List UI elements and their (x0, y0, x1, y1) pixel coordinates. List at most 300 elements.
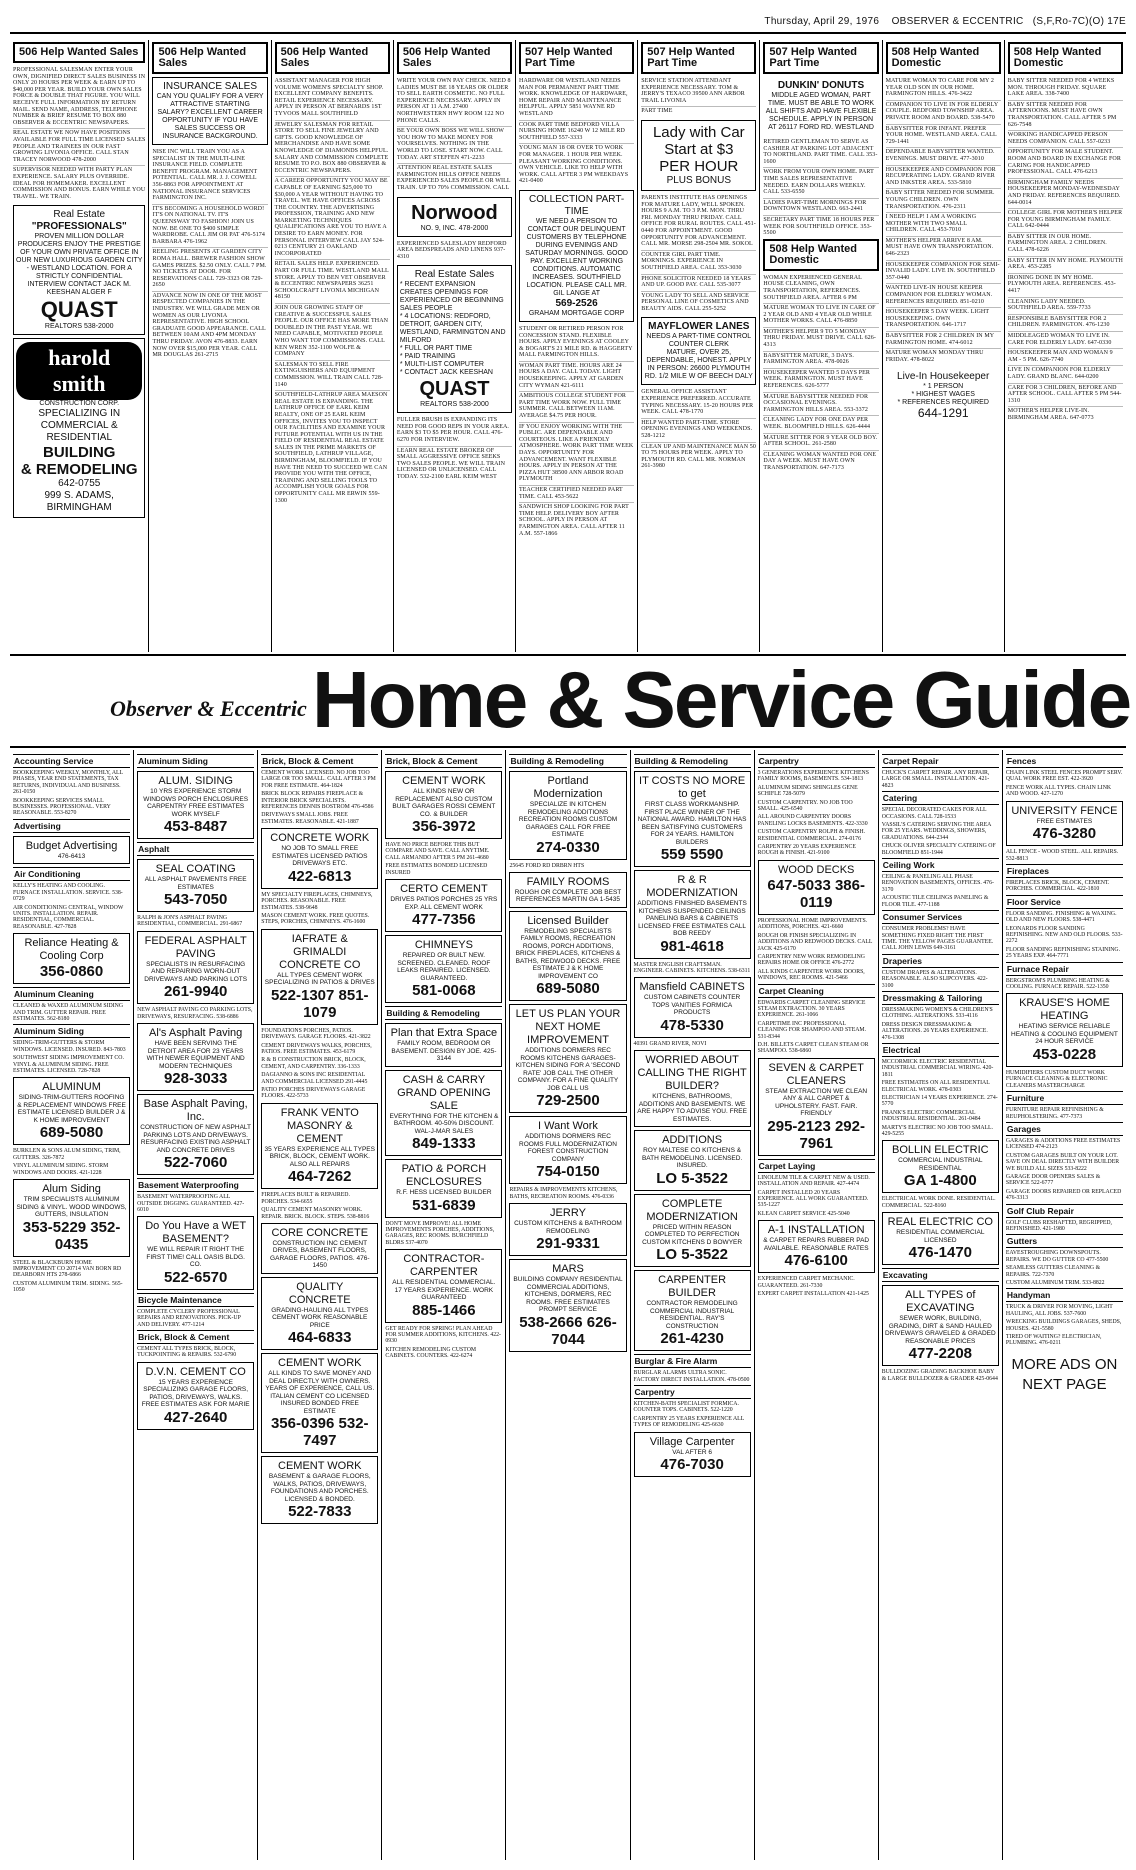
listing-item: CEILING & PANELING ALL PHASE RENOVATION BASEMENTS, OFFICES. 476-3170 (881, 874, 994, 893)
display-ad-text: RESIDENTIAL COMMERCIAL LICENSED (896, 1229, 985, 1244)
ad-item: ADVANCE NOW IN ONE OF THE MOST RESPECTED COMPANIES IN THE INDUSTRY. WE WILL GRADE MEN OR WOMEN AS OUR LIVONIA REPRESENTATIVE. HIGH SCHOOL GRADUATE GOOD APPEARANCE. CALL BETWEEN 10AM AND 4PM MONDAY THRU FRIDAY. AVON 476-8833. EARN NOW OVER $15,000 PER YEAR. CALL MR DOUGLAS 261-2715 (152, 291, 267, 361)
display-ad-phone: GA 1-4800 (903, 1172, 977, 1190)
box-title: MAYFLOWER LANES (648, 321, 750, 333)
display-ad-title: CASH & CARRY GRAND OPENING SALE (397, 1073, 491, 1112)
listing-item: ALL FENCE - WOOD STEEL. ALL REPAIRS. 532-8813 (1005, 849, 1119, 862)
section-heading: Dressmaking & Tailoring (882, 991, 999, 1005)
listing-item: CLEANED & WAXED ALUMINUM SIDING AND TRIM. GUTTER REPAIR. FREE ESTIMATES. 562-8180 (13, 1003, 124, 1022)
display-ad-phone: LO 5-3522 (656, 1246, 728, 1264)
section-heading: Fireplaces (1006, 864, 1123, 878)
ad-item: RETAIL SALES HELP. EXPERIENCED. PART OR FULL TIME. WESTLAND MALL STORE. APPLY TO BEN VET OBSERVER & ECCENTRIC NEWSPAPERS 36251 SCHOOLCRAFT LIVONIA MICHIGAN 48150 (275, 259, 390, 303)
box-title: Real Estate (53, 209, 106, 221)
display-ad-phone: 522-7833 (288, 1503, 352, 1521)
display-ad-title: CONCRETE WORK (270, 832, 370, 845)
section-heading: Electrical (882, 1043, 999, 1057)
ad-item: LADIES PART-TIME MORNINGS FOR DOWNTOWN WESTLAND. 663-2441 (763, 198, 878, 215)
listing-item: CUSTOM ALUMINUM TRIM. SIDING. 565-1050 (13, 1280, 123, 1294)
listing-item: MARTY'S ELECTRIC NO JOB TOO SMALL. 429-5255 (881, 1124, 994, 1138)
column-heading: 506 Help Wanted Sales (13, 42, 145, 63)
display-ad-text: SPECIALIZE IN KITCHEN REMODELING ADDITIONS RECREATION ROOMS CUSTOM GARAGES CALL FOR FREE ESTIMATE (518, 801, 618, 838)
listing-item: AIR CONDITIONING CENTRAL, WINDOW UNITS. INSTALLATION. REPAIR. RESIDENTIAL, COMMERCIAL. REASONABLE. 427-7828 (13, 904, 124, 930)
display-ad-title: Budget Advertising (25, 839, 118, 852)
display-ad (634, 1432, 751, 1478)
listing-item: BURGLAR ALARMS ULTRA SONIC. FACTORY DIRECT INSTALLATION. 478-0500 (633, 1370, 750, 1383)
ad-item: COMPANION TO LIVE IN FOR ELDERLY COUPLE. REDFORD TOWNSHIP AREA. PRIVATE ROOM AND BOARD. 538-5470 (886, 100, 1001, 124)
ad-list (763, 274, 878, 474)
ad-list (397, 77, 512, 194)
display-ad-text: SIDING-TRIM-GUTTERS ROOFING & REPLACEMENT WINDOWS FREE ESTIMATE LICENSED BUILDER J & K HOME IMPROVEMENT (17, 1094, 126, 1124)
box-text: PROVEN MILLION DOLLAR PRODUCERS ENJOY THE PRESTIGE OF YOUR OWN PRIVATE OFFICE IN OUR NEW LUXURIOUS GARDEN CITY - WESTLAND LOCATION. FOR A STRICTLY CONFIDENTIAL INTERVIEW CONTACT JACK M. KEESHAN ALGER F (16, 233, 143, 297)
display-ad-title: R & R MODERNIZATION (646, 874, 738, 899)
section-heading: Accounting Service (13, 754, 130, 768)
ad-item: SOUTHFIELD-LATHRUP AREA MAESON REAL ESTATE IS EXPANDING. THE LATHRUP OFFICE OF EARL KEIM REALTY, ONE OF 25 EARL KEIM OFFICES, INVITES YOU TO INSPECT OUR FACILITIES AND EXAMINE YOUR FUTURE POTENTIAL WITH US IN THE FIELD OF RESIDENTIAL REAL ESTATE SALES IN THE PRIME MARKETS OF SOUTHFIELD, LATHRUP VILLAGE, BIRMINGHAM, BLOOMFIELD. IF YOU HAVE THE NEED TO SUCCEED WE CAN PROVIDE YOU WITH THE OFFICE, TRAINING AND SELLING TOOLS TO ACCOMPLISH YOUR GOALS FOR OPPORTUNITY CALL MR ERWIN 559-1300 (275, 390, 390, 506)
listing-item: SEAMLESS GUTTERS CLEANING & REPAIRS. 722-7370 (1005, 1265, 1101, 1278)
listing-item: EAVESTROUGHING DOWNSPOUTS. REPAIRS. WE DO GUTTER CO 477-5500 (1005, 1250, 1109, 1263)
section-heading: Furnace Repair (1006, 962, 1123, 976)
ad-list (641, 388, 756, 472)
ad-item: IF YOU ENJOY WORKING WITH THE PUBLIC. ARE DEPENDABLE AND COURTEOUS. LIKE A FRIENDLY ATMOSPHERE. WORK PART TIME WEEK DAYS. OPPORTUNITY FOR ADVANCEMENT. WANT FLEXIBLE HOURS. APPLY IN PERSON AT THE PIZZA HUT 38500 ANN ARBOR ROAD PLYMOUTH (519, 422, 634, 485)
column-heading: 506 Help Wanted Sales (275, 42, 390, 74)
display-ad-phone: 928-3033 (163, 1070, 228, 1088)
box-line: PER HOUR (659, 157, 739, 175)
guide-col-7 (755, 750, 879, 1860)
norwood-box-ad (397, 197, 512, 237)
listing-item: 25645 FORD RD DRBRN HTS (509, 862, 585, 869)
box-phone: 569-2526 (555, 297, 598, 309)
housekeeper-box-ad (886, 368, 1001, 422)
ad-item: STUDENT OR RETIRED PERSON FOR CONCESSION STAND. FLEXIBLE HOURS. APPLY EVENINGS AT COOLEY & BOGART'S 21 MILE RD. & HAGGERTY MALL FARMINGTON HILLS. (519, 325, 633, 359)
section-heading: Bicycle Maintenance (137, 1293, 254, 1307)
section-heading: Building & Remodeling (634, 754, 751, 768)
ad-item: IRONING DONE IN MY HOME. PLYMOUTH AREA. REFERENCES. 453-4417 (1008, 273, 1123, 297)
ad-item: AMBITIOUS COLLEGE STUDENT FOR PART TIME WORK NOW. FULL TIME SUMMER. CALL BETWEEN 11AM. AVERAGE $4.75 PER HOUR. (519, 391, 634, 421)
display-ad-text: R.F. HESS LICENSED BUILDER (396, 1189, 492, 1197)
display-ad-phone: 464-6833 (288, 1329, 352, 1347)
listing-item: CARPETIME INC PROFESSIONAL CLEANING FOR SHAMPOO AND STEAM. 531-8344 (757, 1020, 867, 1040)
quast-box-ad (397, 265, 512, 413)
display-ad-text: & CARPET REPAIRS RUBBER PAD AVAILABLE. REASONABLE RATES (763, 1237, 870, 1252)
listing-item: BULLDOZING GRADING BACKHOE BABY & LARGE BULLDOZER & GRADER 425-0644 (881, 1369, 998, 1382)
display-ad-text: TRIM SPECIALISTS ALUMINUM SIDING & VINYL. WOOD WINDOWS, GUTTERS, INSULATION (16, 1196, 127, 1219)
section-heading: Consumer Services (882, 910, 999, 924)
listing-item: CUSTOM CARPENTRY. NO JOB TOO SMALL. 425-6540 (757, 799, 853, 813)
ad-item: MIDDLEAGED WOMAN TO LIVE IN. CARE FOR ELDERLY LADY. 647-0330 (1008, 331, 1123, 348)
guide-col-6 (631, 750, 755, 1860)
display-ad (634, 870, 751, 959)
display-ad-title: Licensed Builder (527, 914, 609, 927)
display-ad-title: IT COSTS NO MORE to get (639, 775, 746, 800)
box-footer: GRAHAM MORTGAGE CORP (528, 309, 625, 317)
box-address: 999 S. ADAMS, BIRMINGHAM (44, 490, 114, 514)
ad-item: YOUNG LADY TO SELL AND SERVICE PERSONAL LINE OF COSMETICS AND BEAUTY AIDS. CALL 255-5252 (641, 291, 756, 315)
display-ad (634, 977, 751, 1038)
listing-item: LINOLEUM TILE & CARPET NEW & USED. INSTALLATION AND REPAIR. 427-4474 (757, 1174, 870, 1188)
guide-col-2 (134, 750, 258, 1860)
display-ad-title: I Want Work (538, 1120, 598, 1133)
display-ad-title: FRANK VENTO MASONRY & CEMENT (280, 1106, 359, 1145)
display-ad (261, 1223, 378, 1274)
listing-item: EDWARDS CARPET CLEANING SERVICE STEAM EXTRACTION. 30 YEARS EXPERIENCE. 261-1066 (757, 999, 866, 1019)
display-ad-text: STEAM EXTRACTION WE CLEAN ANY & ALL CARPET & UPHOLSTERY. FAST. FAIR. FRIENDLY (765, 1087, 868, 1118)
listing-item: CEMENT DRIVEWAYS WALKS, PORCHES, PATIOS. FREE ESTIMATES. 453-6179 (261, 1042, 372, 1055)
listing-item: NEW ASPHALT PAVING CO PARKING LOTS, DRIVEWAYS, RESURFACING. 538-6886 (137, 1007, 253, 1020)
display-ad-phone: 885-1466 (412, 1301, 476, 1319)
real-estate-box-ad (13, 205, 145, 335)
display-ad (509, 872, 626, 908)
display-ad (882, 1285, 999, 1366)
display-ad (509, 1004, 626, 1113)
display-ad (137, 1216, 254, 1290)
ad-item: PROFESSIONAL SALESMAN ENTER YOUR OWN, DIGNIFIED DIRECT SALES BUSINESS IN ONLY 20 HOURS PER WEEK & EARN UP TO $40,000 PER YEAR. BUILD YOUR OWN SALES FORCE & DOUBLE THAT FIGURE. YOU WILL RECEIVE FULL INFORMATION BY RETURN MAIL. SEND NAME, ADDRESS, TELEPHONE NUMBER & BRIEF RESUME TO BOX 880 OBSERVER & ECCENTRIC NEWSPAPERS. (13, 67, 146, 126)
ad-item: DEPENDABLE BABYSITTER WANTED. EVENINGS. MUST DRIVE. 477-3010 (886, 147, 1001, 164)
display-ad (261, 1103, 378, 1190)
paper-name: Observer & Eccentric (110, 696, 307, 721)
column-heading: 507 Help Wanted Part Time (519, 42, 634, 74)
display-ad-text: BUILDING COMPANY RESIDENTIAL COMMERCIAL ADDITIONS, KITCHENS, DORMERS, REC ROOMS. FREE ESTIMATES PROMPT SERVICE (513, 1276, 623, 1314)
display-ad-phone: 478-5330 (660, 1016, 724, 1034)
ad-item: BABYSITTER FOR 2 CHILDREN IN MY FARMINGTON HOME. 474-6012 (886, 331, 1001, 348)
display-ad-phone: 476-6100 (784, 1252, 848, 1270)
listing-item: CHUCK'S CARPET REPAIR. ANY REPAIR, LARGE OR SMALL. INSTALLATION. 421-4823 (881, 770, 990, 789)
box-title: Real Estate Sales (414, 269, 495, 281)
display-ad-title: CONTRACTOR-CARPENTER (403, 1253, 485, 1279)
ad-item: BABY SITTER IN MY HOME. PLYMOUTH AREA. 453-2285 (1008, 256, 1123, 273)
collection-box-ad (519, 190, 634, 322)
section-heading: Burglar & Fire Alarm (634, 1354, 751, 1368)
display-ad-text: WE WILL REPAIR IT RIGHT THE FIRST TIME! CALL OASIS BLDG. CO. (146, 1246, 245, 1269)
listing-item: WRECKING BUILDINGS GARAGES, SHEDS, HOUSES. 421-5580 (1005, 1319, 1122, 1332)
ad-list (763, 138, 878, 239)
listing-item: MASTER ENGLISH CRAFTSMAN. ENGINEER. CABINETS. KITCHENS. 538-6311 (633, 961, 751, 974)
display-ad-text: KITCHENS, BATHROOMS, ADDITIONS AND BASEMENTS. WE ARE HAPPY TO ADVISE YOU. FREE ESTIMATES. (637, 1093, 747, 1123)
box-line: * REFERENCES REQUIRED (897, 399, 989, 407)
display-ad-phone: 476-1470 (908, 1244, 973, 1262)
display-ad (137, 1362, 254, 1430)
listing-item: ELECTRICAL WORK DONE. RESIDENTIAL. COMMERCIAL. 522-8160 (881, 1196, 996, 1209)
box-line: NO. 9, INC. 478-2000 (420, 224, 489, 232)
column-heading: 508 Help Wanted Domestic (763, 239, 878, 271)
listing-item: ELECTRICIAN 14 YEARS EXPERIENCE. 274-5770 (881, 1095, 998, 1108)
ad-item: HOUSEKEEPER WANTED 5 DAYS PER WEEK. FARMINGTON. MUST HAVE REFERENCES. 626-5777 (763, 368, 878, 392)
display-ad-title: WORRIED ABOUT CALLING THE RIGHT BUILDER? (637, 1054, 747, 1093)
listing-item: BOOKKEEPING SERVICES SMALL BUSINESSES. PROFESSIONAL. VERY REASONABLE. 553-8270 (13, 797, 111, 817)
listing-item: SOUTHWEST SIDING IMPROVEMENT CO. VINYL & ALUMINUM SIDING. FREE ESTIMATES. LICENSED. 728-7828 (13, 1055, 124, 1075)
display-ad-title: BOLLIN ELECTRIC (892, 1144, 989, 1157)
ad-item: BABY SITTER NEEDED FOR 4 WEEKS MON. THROUGH FRIDAY. SQUARE LAKE AREA. 338-7400 (1007, 78, 1115, 98)
ad-item: BIRMINGHAM FAMILY NEEDS HOUSEKEEPER MONDAY-WEDNESDAY AND FRIDAY. REFERENCES REQUIRED. 644-0014 (1008, 178, 1123, 208)
ad-item: BABY SITTER NEEDED FOR AFTERNOONS. MUST HAVE OWN TRANSPORTATION. CALL AFTER 5 PM 626-7548 (1008, 100, 1123, 130)
ad-item: EXPERIENCED SALESLADY REDFORD AREA BEDSPREADS AND LINENS 937-4310 (396, 240, 507, 260)
display-ad-text: BASEMENT & GARAGE FLOORS, WALKS, PATIOS, DRIVEWAYS, FOUNDATIONS AND PORCHES. LICENSED & BONDED. (268, 1473, 371, 1503)
column-heading: 506 Help Wanted Sales (152, 42, 267, 74)
display-ad (509, 1116, 626, 1184)
ad-item: NISE INC WILL TRAIN YOU AS A SPECIALIST IN THE MULTI-LINE INSURANCE FIELD. COMPLETE BENEFIT PROGRAM. MANAGEMENT POTENTIAL. CALL MR. J. J. COWELL 356-8863 FOR APPOINTMENT AT NATIONAL INSURANCE SERVICES FARMINGTON INC. (152, 149, 258, 202)
box-line: SPECIALIZING IN (38, 408, 121, 420)
listing-item: CARPENTRY NEW WORK REMODELING REPAIRS HOME OR OFFICE 476-2772 (757, 953, 865, 967)
listing-item: GARAGE DOORS REPAIRED OR REPLACED 476-3313 (1005, 1188, 1122, 1202)
display-ad (385, 1249, 502, 1323)
display-ad-text: CUSTOM CABINETS COUNTER TOPS VANITIES FORMICA PRODUCTS (643, 994, 741, 1017)
listing-item: DRIVEWAYS SMALL JOBS. FREE ESTIMATES. REASONABLE. 421-1887 (261, 812, 359, 825)
ad-item: WOMAN PART TIME. HOURS ARE 24 HOURS A DAY. CALL TODAY. LIGHT HOUSEKEEPING. APPLY AT GARDEN CITY WYMAN 421-6111 (519, 361, 634, 391)
ad-item: PART TIME (641, 106, 756, 117)
box-brand: QUAST (40, 297, 118, 323)
listing-item: DAGIANNO & SONS INC RESIDENTIAL AND COMMERCIAL LICENSED 291-4445 (261, 1072, 368, 1085)
listing-item: GOLF CLUBS RESHAFTED, REGRIPPED, REFINISHED. 421-1980 (1005, 1219, 1113, 1232)
display-ad-title: Village Carpenter (649, 1435, 735, 1448)
ad-list (152, 148, 267, 361)
listing-item: VINYL ALUMINUM SIDING. STORM WINDOWS AND DOORS. 421-1228 (13, 1163, 109, 1176)
display-ad-text: CUSTOM KITCHENS & BATHROOM REMODELING (514, 1220, 622, 1235)
box-text: MATURE, OVER 25, DEPENDABLE, HONEST. APPLY IN PERSON: 26600 PLYMOUTH RD. 1/2 MILE W OF BEECH DALY (644, 349, 753, 381)
box-title: INSURANCE SALES (163, 81, 258, 92)
header-rule (10, 32, 1126, 34)
listing-item: KELLY'S HEATING AND COOLING. FURNACE INSTALLATION. SERVICE. 538-0729 (13, 883, 123, 903)
ad-list (275, 77, 390, 506)
harold-smith-logo: harold smith (16, 342, 142, 400)
display-ad-phone: 464-7262 (288, 1168, 352, 1186)
listing-item: RALPH & JON'S ASPHALT PAVING RESIDENTIAL, COMMERCIAL. 291-6867 (137, 915, 243, 928)
listing-item: FREE ESTIMATES BONDED LICENSED INSURED (385, 863, 488, 876)
guide-col-8 (879, 750, 1003, 1860)
display-ad-phone: 522-7060 (163, 1154, 228, 1172)
section-heading: Aluminum Cleaning (13, 987, 130, 1001)
display-ad (137, 1023, 254, 1091)
display-ad-title: CHIMNEYS (414, 939, 473, 952)
box-title: DUNKIN' DONUTS (777, 80, 865, 91)
display-ad (13, 933, 130, 984)
listing-item: BRICK BLOCK REPAIRS FIREPLACE & INTERIOR BRICK SPECIALISTS. REFERENCES DENNIS BOSTROM 476-4586 (261, 791, 374, 811)
column-heading: 508 Help Wanted Domestic (1008, 42, 1123, 74)
ad-item: WORKING HANDICAPPED PERSON NEEDS COMPANION. CALL 557-0233 (1008, 130, 1123, 147)
listing-item: FLOOR SANDING. FINISHING & WAXING. OLD AND NEW FLOORS. 538-4471 (1005, 910, 1117, 924)
display-ad (13, 836, 130, 865)
ad-item: BABY SITTER NEEDED FOR SUMMER. YOUNG CHILDREN. OWN TRANSPORTATION. 476-2311 (886, 188, 1001, 212)
display-ad (509, 911, 626, 1002)
ad-item: CARE FOR 3 CHILDREN, BEFORE AND AFTER SCHOOL. CALL AFTER 5 PM 544-1310 (1008, 383, 1123, 407)
listing-item: FRANK'S ELECTRIC COMMERCIAL INDUSTRIAL RESIDENTIAL. 261-0484 (881, 1109, 981, 1123)
header-paper: OBSERVER & ECCENTRIC (891, 16, 1024, 27)
ad-item: PHONE SOLICITOR NEEDED 18 YEARS AND UP. GOOD PAY. CALL 535-3077 (641, 274, 756, 291)
display-ad-title: COMPLETE MODERNIZATION (646, 1197, 738, 1223)
display-ad-phone: 274-0330 (536, 838, 600, 856)
classified-col-5 (516, 40, 638, 652)
display-ad (385, 879, 502, 932)
header-meta (764, 16, 1126, 27)
display-ad-phone: 522-6570 (163, 1268, 228, 1286)
display-ad-text: REMODELING SPECIALISTS FAMILY ROOMS, RECREATION ROOMS, PORCH ADDITIONS, BRICK FIREPLACES, KITCHENS & BATHS, REDWOOD DECKS. FREE ESTIMATE J & K HOME IMPROVEMENT CO (515, 927, 621, 980)
display-ad-phone: 453-0228 (1032, 1045, 1097, 1063)
section-heading: Advertising (13, 819, 130, 833)
section-heading: Handyman (1006, 1288, 1123, 1302)
display-ad-phone: 689-5080 (39, 1124, 104, 1142)
box-line: * MULTI-LIST COMPUTER (399, 361, 484, 369)
display-ad (509, 1259, 626, 1352)
listing-item: PROFESSIONAL HOME IMPROVEMENTS. ADDITIONS, PORCHES. 421-6660 (757, 917, 868, 931)
display-ad-text: 35 YEARS EXPERIENCE ALL TYPES BRICK, BLOCK, CEMENT WORK. ALSO ALL REPAIRS (264, 1145, 375, 1168)
section-heading: Gutters (1006, 1234, 1123, 1248)
box-line: Lady with Car (652, 123, 745, 141)
ad-item: WRITE YOUR OWN PAY CHECK. NEED 8 LADIES MUST BE 18 YEARS OR OLDER TO SELL EARTH COSMETIC. NO FULL EXPERIENCE NECESSARY. APPLY IN PERSON AT 11 A.M. 27400 NORTHWESTERN HWY ROOM 122 NO PHONE CALLS. (396, 78, 511, 124)
box-subtitle: "PROFESSIONALS" (31, 221, 127, 233)
mayflower-box-ad (641, 317, 756, 385)
display-ad (261, 828, 378, 889)
display-ad-phone: 476-3280 (1032, 825, 1097, 843)
display-ad-title: KRAUSE'S HOME HEATING (1019, 997, 1110, 1023)
display-ad-text: CONTRACTOR REMODELING COMMERCIAL INDUSTRIAL RESIDENTIAL. RAY'S CONSTRUCTION (646, 1300, 738, 1330)
display-ad-phone: 538-2666 626-7044 (519, 1313, 617, 1348)
listing-item: QUALITY CEMENT MASONRY WORK. REPAIR. BRICK. BLOCK. STEPS. 538-8816 (261, 1207, 370, 1220)
listing-item: KLEAN CARPET SERVICE 425-5040 (757, 1210, 850, 1217)
display-ad (385, 1023, 502, 1067)
display-ad-title: CORE CONCRETE (271, 1226, 369, 1239)
display-ad-text: VAL AFTER 6 (672, 1448, 712, 1456)
box-footer: REALTORS 538-2000 (44, 323, 114, 331)
display-ad-phone: 295-2123 292-7961 (767, 1117, 865, 1152)
display-ad (882, 1140, 999, 1193)
section-heading: Air Conditioning (13, 867, 130, 881)
column-heading: 506 Help Wanted Sales (397, 42, 512, 74)
harold-smith-box-ad (13, 338, 145, 518)
listing-item: GET READY FOR SPRING! PLAN AHEAD FOR SUMMER ADDITIONS, KITCHENS. 422-0930 (385, 1325, 501, 1345)
display-ad-title: SEVEN & CARPET CLEANERS (768, 1061, 864, 1087)
classified-col-7 (760, 40, 882, 652)
section-heading: Furniture (1006, 1091, 1123, 1105)
listing-item: EXPERIENCED CARPET MECHANIC. GUARANTEED. 261-7330 (757, 1276, 855, 1289)
listing-item: DRESS DESIGN DRESSMAKING & ALTERATIONS. 26 YEARS EXPERIENCE. 476-1308 (881, 1021, 988, 1041)
ad-item: SUPERVISOR NEEDED WITH PARTY PLAN EXPERIENCE. SALARY PLUS OVERRIDE. IDEAL FOR HOMEMAKER. EXCELLENT COMMISSION AND BONUS. EARN WHILE YOU TRAVEL. WE TRAIN. (13, 165, 145, 202)
display-ad-title: Al's Asphalt Paving (149, 1027, 243, 1040)
ad-item: MATURE WOMAN MONDAY THRU FRIDAY. 478-8022 (886, 348, 1001, 365)
box-footer: REALTORS 538-2000 (420, 401, 489, 409)
listing-item: ALL AROUND CARPENTRY DOORS PANELING LOCKS BASEMENTS. 422-3330 (757, 814, 868, 827)
ad-list (641, 77, 756, 117)
box-line: & REMODELING (20, 461, 138, 479)
display-ad-phone: 581-0068 (412, 982, 476, 1000)
column-heading: 508 Help Wanted Domestic (886, 42, 1001, 74)
box-brand: Norwood (411, 201, 498, 224)
ad-item: WANTED LIVE-IN HOUSE KEEPER COMPANION FOR ELDERLY WOMAN. REFERENCES REQUIRED. 851-0210 (886, 283, 1001, 307)
display-ad-title: CARPENTER BUILDER (658, 1274, 727, 1300)
display-ad (137, 771, 254, 839)
display-ad-text: REPAIRED OR BUILT NEW. SCREENED. CLEANED. ROOF LEAKS REPAIRED. LICENSED. GUARANTEED. (397, 952, 491, 982)
display-ad-title: Plan that Extra Space (390, 1027, 498, 1040)
display-ad-text: CONSTRUCTION OF NEW ASPHALT PARKING LOTS AND DRIVEWAYS. RESURFACING EXISTING ASPHALT AND CONCRETE DRIVES (140, 1124, 252, 1154)
display-ad-phone: 261-4230 (660, 1330, 724, 1348)
display-ad-title: IAFRATE & GRIMALDI CONCRETE CO (279, 932, 361, 971)
box-title: COLLECTION PART-TIME (529, 193, 625, 217)
display-ad-text: ROUGH OR COMPLETE JOB BEST REFERENCES MARTIN GA 1-5435 (514, 888, 622, 904)
listing-item: TRUCK & DRIVER FOR MOVING, LIGHT HAULING, ALL JOBS. 537-7600 (1005, 1304, 1113, 1317)
listing-item: FREE ESTIMATES ON ALL RESIDENTIAL ELECTRICAL WORK. 478-0303 (881, 1080, 990, 1093)
section-heading: Excavating (882, 1268, 999, 1282)
box-brand: QUAST (419, 378, 490, 401)
listing-item: VASSIL'S CATERING SERVING THE AREA FOR 25 YEARS. WEDDINGS, SHOWERS, GRADUATIONS. 644-2344 (881, 822, 991, 841)
display-ad (261, 1353, 378, 1453)
display-ad-phone: 353-5229 352-0435 (22, 1218, 121, 1253)
ad-item: REAL ESTATE WE NOW HAVE POSITIONS AVAILABLE FOR FULL TIME LICENSED SALES PEOPLE AND TRAINEES IN OUR FAST GROWING LIVONIA OFFICE. CALL STAN TRACEY NORWOOD 478-2000 (13, 128, 145, 165)
ad-list (519, 325, 634, 539)
listing-item: KITCHEN REMODELING CUSTOM CABINETS. COUNTERS. 422-6274 (385, 1346, 477, 1360)
display-ad-text: ADDITIONS DORMERS REC ROOMS KITCHENS GARAGES-KITCHEN SIDING FOR A 'SECOND RATE' JOB CALL THE OTHER COMPANY. FOR A FINE QUALITY JOB CALL US (515, 1047, 621, 1092)
classified-col-3 (272, 40, 394, 652)
display-ad-text: ADDITIONS FINISHED BASEMENTS KITCHENS SUSPENDED CEILINGS PANELING BARS & CABINETS LICENSED FREE ESTIMATES CALL BOB REEDY (637, 900, 747, 937)
display-ad-title: Do You Have a WET BASEMENT? (145, 1220, 247, 1246)
classified-col-4 (394, 40, 516, 652)
ad-item: LEARN REAL ESTATE BROKER OF SMALL AGGRESSIVE OFFICE SEEKS TWO SALES PEOPLE. WE WILL TRAIN LICENSED OR UNLICENSED. CALL TODAY. 532-2100 EARL KEIM WEST (397, 446, 512, 483)
display-ad-title: CERTO CEMENT (400, 883, 488, 896)
display-ad-title: Base Asphalt Paving, Inc. (143, 1098, 248, 1124)
display-ad (13, 1077, 130, 1145)
ad-item: WOMAN EXPERIENCED GENERAL HOUSE CLEANING, OWN TRANSPORTATION, REFERENCES. SOUTHFIELD AREA. AFTER 6 PM (763, 274, 862, 301)
display-ad-text: HAVE BEEN SERVING THE DETROIT AREA FOR 23 YEARS WITH NEWER EQUIPMENT AND MODERN TECHNIQUES (146, 1040, 245, 1070)
section-heading: Aluminum Siding (137, 754, 254, 768)
display-ad (882, 1212, 999, 1265)
display-ad-text: ALL TYPES CEMENT WORK SPECIALIZING IN PATIOS & DRIVES (264, 971, 375, 987)
listing-item: CARPENTRY 20 YEARS EXPERIENCE ROUGH & FINISH. 421-9100 (757, 844, 856, 857)
ad-list (1008, 77, 1123, 424)
listing-item: BASEMENT WATERPROOFING ALL OUTSIDE DIGGING. GUARANTEED. 427-6010 (137, 1194, 245, 1213)
lady-with-car-box-ad (641, 120, 756, 191)
guide-col-9 (1003, 750, 1126, 1860)
listing-item: CUSTOM CARPENTRY ROLPH & FINISH. RESIDENTIAL COMMERCIAL. 274-0176 (757, 829, 866, 842)
listing-item: MY SPECIALTY FIREPLACES, CHIMNEYS, PORCHES. REASONABLE. FREE ESTIMATES. 538-9648 (261, 891, 373, 911)
display-ad (1006, 993, 1123, 1067)
section-heading: Carpet Repair (882, 754, 999, 768)
display-ad-text: SEWER WORK, BUILDING, GRADING, DIRT & SAND HAULED DRIVEWAYS GRAVELED & GRADED REASONABLE PRICES (884, 1315, 996, 1345)
listing-item: FURNITURE REPAIR REFINISHING & REUPHOLSTERING. 477-7373 (1005, 1107, 1104, 1120)
display-ad-phone: 729-2500 (536, 1092, 600, 1110)
display-ad (261, 929, 378, 1025)
display-ad (261, 1456, 378, 1524)
display-ad-text: FAMILY ROOM, BEDROOM OR BASEMENT. DESIGN BY JOE. 425-3144 (391, 1040, 497, 1063)
listing-item: REPAIRS & IMPROVEMENTS KITCHENS, BATHS, RECREATION ROOMS. 476-0336 (509, 1187, 618, 1200)
listing-item: D.H. BILLETS CARPET CLEAN STEAM OR SHAMPOO. 538-6860 (757, 1041, 869, 1055)
display-ad-title: ALUMINUM (42, 1081, 101, 1094)
listing-item: DRESSMAKING WOMEN'S & CHILDREN'S CLOTHING. ALTERATIONS. 533-4116 (881, 1006, 993, 1020)
ad-item: OPPORTUNITY FOR MALE STUDENT. ROOM AND BOARD IN EXCHANGE FOR CARING FOR HANDICAPPED PROFESSIONAL. CALL 476-6213 (1008, 147, 1123, 177)
section-heading: Catering (882, 791, 999, 805)
listing-item: KITCHEN-BATH SPECIALIST FORMICA. COUNTER TOPS. CABINETS. 522-1220 (633, 1401, 739, 1414)
ad-item: BE YOUR OWN BOSS WE WILL SHOW YOU HOW TO MAKE MONEY FOR YOURSELVES. NOTHING IN THE WORLD TO LOSE. START NOW. CALL TODAY. ART STEFFEN 471-2233 (397, 126, 512, 163)
display-ad (634, 1050, 751, 1127)
listing-item: CEMENT ALL TYPES BRICK, BLOCK, TUCKPOINTING & REPAIRS. 532-6790 (137, 1346, 237, 1359)
display-ad (634, 1194, 751, 1268)
display-ad-phone: 689-5080 (536, 980, 600, 998)
listing-item: STEEL & BLACKBURN HOME IMPROVEMENT CO 20714 VAN BORN RD DEARBORN HTS 278-6866 (13, 1259, 122, 1279)
display-ad-phone: 849-1333 (412, 1135, 476, 1153)
listing-item: EXPERT CARPET INSTALLATION 421-1425 (757, 1291, 869, 1298)
display-ad-text: ALL RESIDENTIAL COMMERCIAL. 17 YEARS EXPERIENCE. WORK GUARANTEED (392, 1279, 496, 1302)
display-ad-phone: 261-9940 (163, 983, 228, 1001)
guide-col-5 (506, 750, 630, 1860)
display-ad-title: ALUM. SIDING (158, 775, 233, 787)
display-ad-text: COMMERCIAL INDUSTRIAL RESIDENTIAL (898, 1157, 983, 1172)
classified-col-1 (10, 40, 149, 652)
ad-item: SANDWICH SHOP LOOKING FOR PART TIME HELP. DELIVERY BOY AFTER SCHOOL. APPLY IN PERSON AT FARMINGTON AREA. CALL AFTER 11 A.M. 557-1866 (519, 502, 634, 539)
display-ad-title: Portland Modernization (533, 775, 603, 800)
box-line: * HIGHEST WAGES (911, 391, 975, 399)
display-ad (137, 859, 254, 912)
ad-item: BABYSITTER MATURE, 3 DAYS. FARMINGTON AREA. 478-0026 (763, 351, 878, 368)
ad-item: MATURE BABYSITTER NEEDED FOR OCCASIONAL EVENINGS. FARMINGTON HILLS AREA. 553-3372 (763, 392, 878, 416)
listing-item: TIRED OF WAITING? ELECTRICIAN, PLUMBING. 476-0211 (1005, 1334, 1102, 1347)
listing-item: R & B CONSTRUCTION BRICK, BLOCK, CEMENT, AND CARPENTRY. 336-1333 (261, 1057, 366, 1070)
listing-item: ACOUSTIC TILE CEILINGS PANELING & FLOOR TILE. 477-1188 (881, 895, 989, 908)
display-ad-text: 476-6413 (57, 852, 86, 860)
listing-item: MCCORMICK ELECTRIC RESIDENTIAL INDUSTRIAL COMMERCIAL WIRING. 420-1811 (881, 1058, 994, 1078)
display-ad (13, 1179, 130, 1257)
